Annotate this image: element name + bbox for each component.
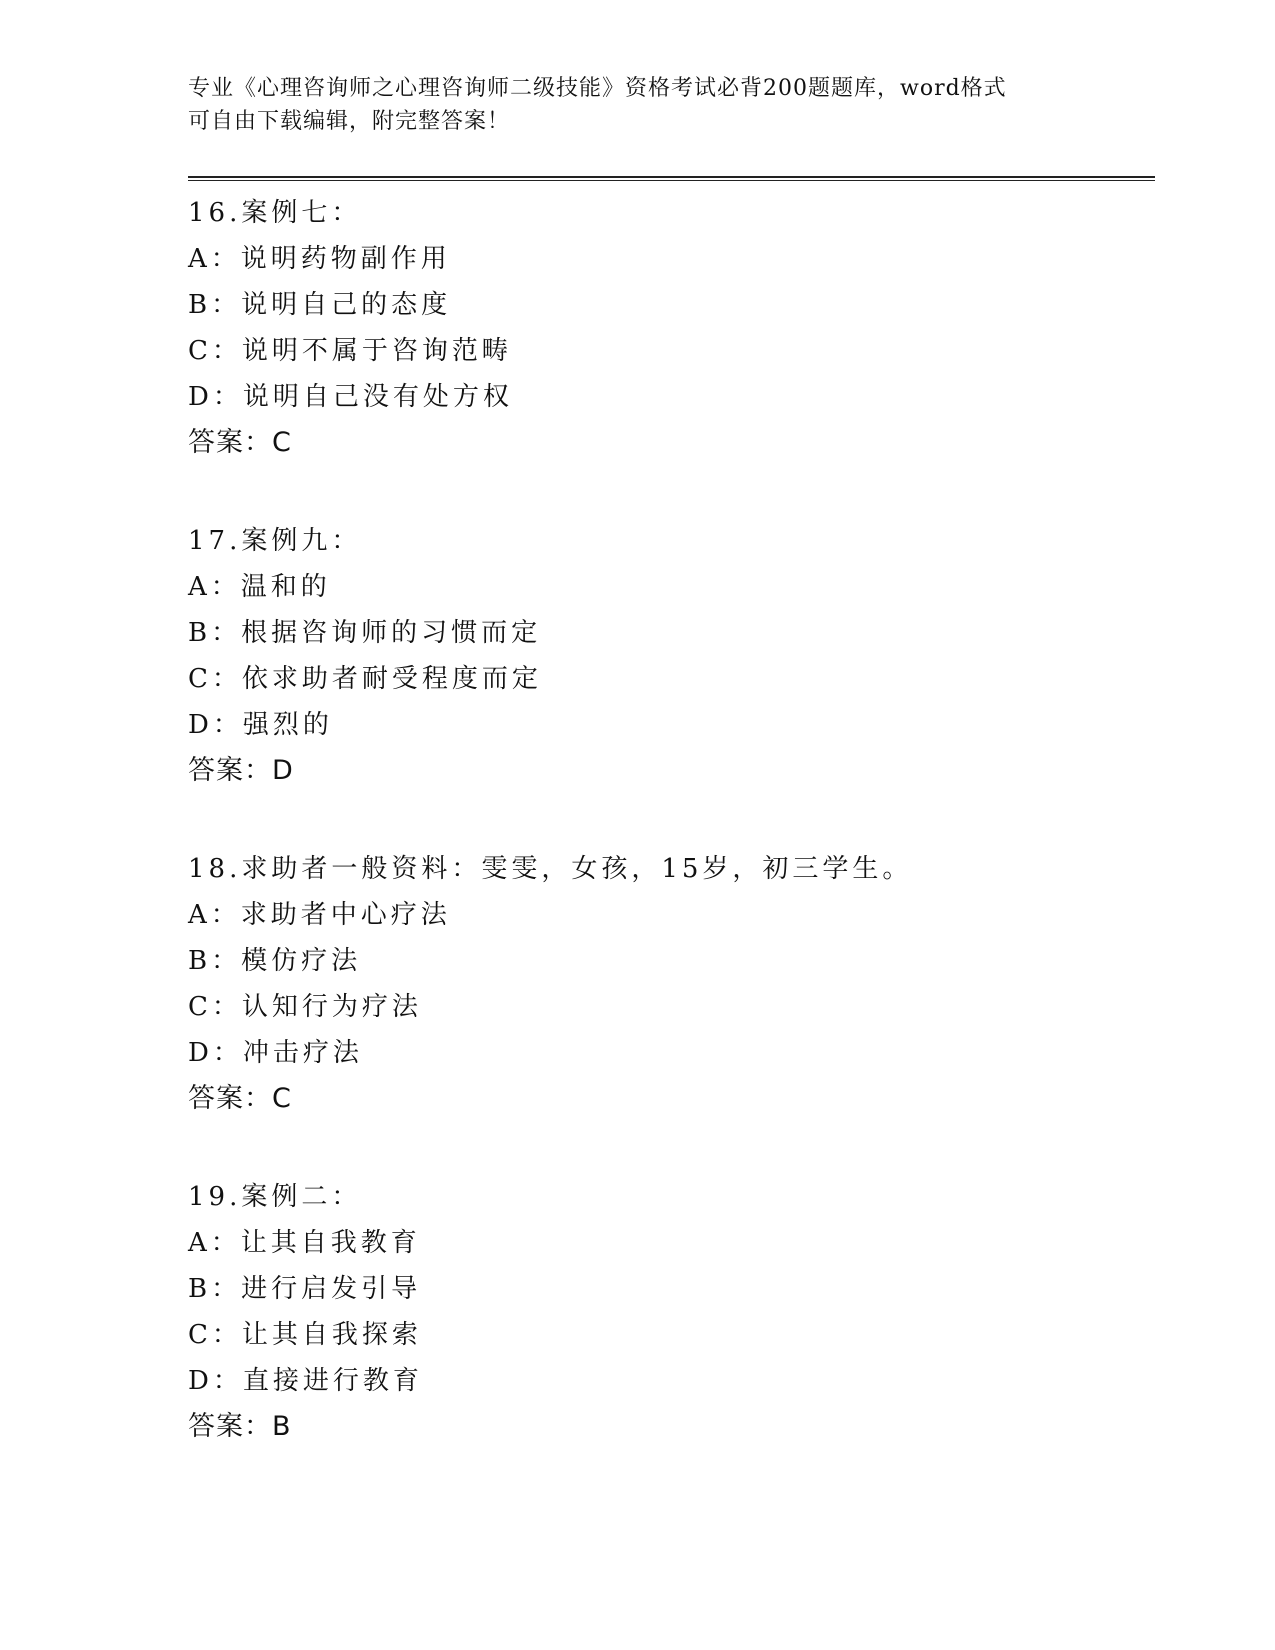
- question-title: 16.案例七：: [188, 198, 362, 228]
- option-a: A：说明药物副作用: [188, 244, 451, 274]
- answer-line: 答案：C: [188, 1083, 292, 1114]
- question-17: [188, 518, 1148, 794]
- answer-line: 答案：C: [188, 427, 292, 458]
- question-title: 19.案例二：: [188, 1182, 362, 1212]
- question-title: 17.案例九：: [188, 526, 362, 556]
- page-header: [188, 72, 1088, 138]
- option-c: C：认知行为疗法: [188, 992, 422, 1022]
- question-19: [188, 1174, 1148, 1450]
- option-b: B：根据咨询师的习惯而定: [188, 618, 542, 648]
- answer-line: 答案：D: [188, 755, 294, 786]
- header-line-1: 专业《心理咨询师之心理咨询师二级技能》资格考试必背200题题库，word格式: [188, 76, 1007, 101]
- question-16: [188, 190, 1148, 466]
- option-a: A：温和的: [188, 572, 331, 602]
- option-c: C：说明不属于咨询范畴: [188, 336, 512, 366]
- question-list: [188, 190, 1148, 1502]
- option-d: D：直接进行教育: [188, 1366, 423, 1396]
- option-d: D：冲击疗法: [188, 1038, 363, 1068]
- answer-line: 答案：B: [188, 1411, 292, 1442]
- option-b: B：模仿疗法: [188, 946, 362, 976]
- option-d: D：强烈的: [188, 710, 333, 740]
- header-line-2: 可自由下载编辑，附完整答案！: [188, 109, 511, 134]
- question-18: [188, 846, 1148, 1122]
- option-b: B：进行启发引导: [188, 1274, 422, 1304]
- option-b: B：说明自己的态度: [188, 290, 452, 320]
- option-d: D：说明自己没有处方权: [188, 382, 513, 412]
- option-a: A：求助者中心疗法: [188, 900, 451, 930]
- question-title: 18.求助者一般资料：雯雯，女孩，15岁，初三学生。: [188, 854, 913, 884]
- option-c: C：依求助者耐受程度而定: [188, 664, 542, 694]
- option-a: A：让其自我教育: [188, 1228, 421, 1258]
- option-c: C：让其自我探索: [188, 1320, 422, 1350]
- header-divider: [188, 176, 1155, 181]
